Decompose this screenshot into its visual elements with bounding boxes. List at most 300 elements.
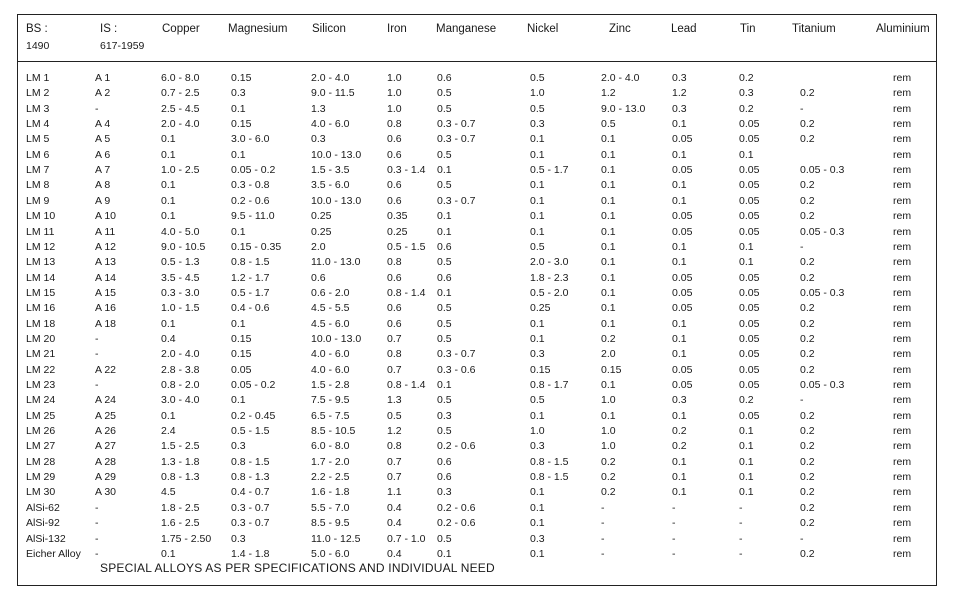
cell-iron: 0.6 (387, 317, 402, 330)
cell-zinc: 0.1 (601, 225, 616, 238)
header-titanium-line: Titanium (792, 23, 836, 35)
header-iron (387, 22, 407, 36)
cell-titanium: 0.2 (800, 517, 815, 530)
cell-iron: 0.8 (387, 348, 402, 361)
table-row (0, 547, 956, 562)
table-row (0, 332, 956, 347)
cell-magnesium: 3.0 - 6.0 (231, 133, 270, 146)
cell-magnesium: 1.2 - 1.7 (231, 271, 270, 284)
cell-copper: 1.5 - 2.5 (161, 440, 200, 453)
cell-tin: 0.1 (739, 425, 754, 438)
cell-manganese: 0.6 (437, 271, 452, 284)
cell-manganese: 0.5 (437, 425, 452, 438)
header-lead-line: Lead (671, 23, 697, 35)
cell-aluminium: rem (893, 118, 912, 131)
cell-aluminium: rem (893, 225, 912, 238)
cell-zinc: 0.1 (601, 210, 616, 223)
cell-magnesium: 0.2 - 0.45 (231, 409, 276, 422)
cell-copper: 4.5 (161, 486, 176, 499)
cell-magnesium: 0.8 - 1.5 (231, 455, 270, 468)
cell-manganese: 0.5 (437, 317, 452, 330)
cell-zinc: 0.2 (601, 486, 616, 499)
cell-is-617: A 12 (95, 240, 117, 253)
cell-lead: 0.1 (672, 409, 687, 422)
cell-nickel: 1.0 (530, 87, 545, 100)
table-row (0, 455, 956, 470)
cell-zinc: 0.2 (601, 471, 616, 484)
cell-nickel: 0.5 - 1.7 (530, 164, 569, 177)
cell-lead: 0.1 (672, 118, 687, 131)
cell-aluminium: rem (893, 425, 912, 438)
cell-tin: 0.1 (739, 148, 754, 161)
cell-iron: 0.7 - 1.0 (387, 532, 426, 545)
cell-bs-1490: LM 5 (26, 133, 50, 146)
cell-copper: 3.5 - 4.5 (161, 271, 200, 284)
cell-magnesium: 0.1 (231, 394, 246, 407)
cell-silicon: 0.25 (311, 225, 332, 238)
table-row (0, 317, 956, 332)
cell-nickel: 0.1 (530, 179, 545, 192)
cell-manganese: 0.1 (437, 379, 452, 391)
cell-tin: 0.1 (739, 455, 754, 468)
cell-manganese: 0.6 (437, 455, 452, 468)
cell-is-617: - (95, 547, 99, 560)
cell-lead: 0.1 (672, 471, 687, 484)
cell-magnesium: 9.5 - 11.0 (231, 210, 275, 223)
cell-magnesium: 0.3 (231, 532, 246, 545)
cell-iron: 1.0 (387, 72, 402, 84)
cell-magnesium: 0.5 - 1.5 (231, 425, 270, 438)
cell-zinc: 0.1 (601, 194, 616, 207)
cell-is-617: A 14 (95, 271, 117, 284)
cell-copper: 1.0 - 1.5 (161, 302, 200, 315)
cell-titanium: - (800, 240, 804, 253)
cell-copper: 0.1 (161, 148, 176, 161)
cell-zinc: 0.1 (601, 379, 616, 391)
cell-copper: 1.0 - 2.5 (161, 164, 200, 177)
cell-tin: 0.05 (739, 363, 760, 376)
cell-nickel: 0.1 (530, 210, 545, 223)
cell-copper: 0.1 (161, 317, 176, 330)
cell-magnesium: 0.8 - 1.5 (231, 256, 270, 269)
cell-magnesium: 0.1 (231, 102, 246, 115)
cell-manganese: 0.5 (437, 256, 452, 269)
cell-iron: 0.5 - 1.5 (387, 240, 426, 253)
cell-lead: 0.3 (672, 394, 687, 407)
cell-titanium: - (800, 102, 804, 115)
cell-bs-1490: LM 13 (26, 256, 56, 269)
cell-lead: 0.1 (672, 256, 687, 269)
cell-zinc: 0.1 (601, 256, 616, 269)
table-row (0, 148, 956, 163)
cell-zinc: 0.1 (601, 271, 616, 284)
cell-magnesium: 0.3 - 0.7 (231, 517, 270, 530)
cell-is-617: A 6 (95, 148, 111, 161)
cell-magnesium: 0.05 - 0.2 (231, 164, 276, 177)
cell-aluminium: rem (893, 471, 912, 484)
cell-copper: 4.0 - 5.0 (161, 225, 200, 238)
cell-manganese: 0.5 (437, 332, 452, 345)
cell-tin: 0.1 (739, 471, 754, 484)
cell-silicon: 0.6 - 2.0 (311, 286, 350, 299)
cell-aluminium: rem (893, 133, 912, 146)
cell-nickel: 2.0 - 3.0 (530, 256, 569, 269)
cell-is-617: A 13 (95, 256, 117, 269)
cell-is-617: - (95, 379, 99, 391)
cell-aluminium: rem (893, 179, 912, 192)
cell-tin: 0.05 (739, 286, 760, 299)
cell-manganese: 0.5 (437, 102, 452, 115)
cell-silicon: 2.0 - 4.0 (311, 72, 350, 84)
cell-iron: 0.7 (387, 363, 402, 376)
cell-tin: 0.1 (739, 440, 754, 453)
cell-iron: 0.8 - 1.4 (387, 286, 426, 299)
header-bs-1490-line: BS : (26, 23, 48, 35)
cell-magnesium: 0.3 - 0.8 (231, 179, 270, 192)
cell-manganese: 0.3 - 0.6 (437, 363, 476, 376)
cell-nickel: 0.3 (530, 532, 545, 545)
cell-lead: - (672, 517, 676, 530)
cell-magnesium: 0.3 (231, 440, 246, 453)
cell-copper: 0.1 (161, 409, 176, 422)
cell-tin: 0.2 (739, 102, 754, 115)
cell-silicon: 2.0 (311, 240, 326, 253)
cell-zinc: 9.0 - 13.0 (601, 102, 646, 115)
cell-is-617: A 5 (95, 133, 111, 146)
cell-titanium: - (800, 394, 804, 407)
cell-lead: 0.05 (672, 302, 693, 315)
cell-is-617: A 24 (95, 394, 117, 407)
table-row (0, 501, 956, 516)
cell-silicon: 6.0 - 8.0 (311, 440, 350, 453)
cell-aluminium: rem (893, 240, 912, 253)
cell-magnesium: 0.15 (231, 332, 252, 345)
cell-nickel: 0.15 (530, 363, 551, 376)
cell-copper: 1.3 - 1.8 (161, 455, 200, 468)
cell-lead: 0.1 (672, 455, 687, 468)
cell-bs-1490: LM 6 (26, 148, 50, 161)
cell-iron: 0.4 (387, 547, 402, 560)
cell-lead: 0.2 (672, 440, 687, 453)
header-titanium (792, 22, 836, 36)
header-aluminium-line: Aluminium (876, 23, 930, 35)
cell-copper: 0.3 - 3.0 (161, 286, 200, 299)
cell-zinc: 2.0 (601, 348, 616, 361)
cell-silicon: 0.6 (311, 271, 326, 284)
cell-bs-1490: Eicher Alloy (26, 547, 81, 560)
cell-lead: 0.05 (672, 271, 693, 284)
cell-magnesium: 0.15 (231, 118, 252, 131)
header-silicon-line: Silicon (312, 23, 346, 35)
cell-magnesium: 0.15 - 0.35 (231, 240, 282, 253)
cell-iron: 0.7 (387, 455, 402, 468)
table-row (0, 470, 956, 485)
cell-is-617: - (95, 348, 99, 361)
cell-iron: 0.6 (387, 179, 402, 192)
header-manganese (436, 22, 496, 36)
cell-copper: 0.1 (161, 179, 176, 192)
cell-bs-1490: LM 26 (26, 425, 56, 438)
cell-aluminium: rem (893, 547, 912, 560)
cell-manganese: 0.1 (437, 286, 452, 299)
table-row (0, 439, 956, 454)
cell-silicon: 8.5 - 10.5 (311, 425, 356, 438)
cell-lead: 0.3 (672, 102, 687, 115)
cell-magnesium: 0.1 (231, 225, 246, 238)
cell-titanium: 0.2 (800, 409, 815, 422)
cell-magnesium: 0.4 - 0.7 (231, 486, 270, 499)
cell-aluminium: rem (893, 379, 912, 391)
header-tin-line: Tin (740, 23, 756, 35)
cell-iron: 0.35 (387, 210, 408, 223)
cell-lead: 1.2 (672, 87, 687, 100)
table-row (0, 271, 956, 286)
cell-nickel: 0.3 (530, 440, 545, 453)
cell-tin: 0.05 (739, 164, 760, 177)
cell-nickel: 0.1 (530, 409, 545, 422)
header-is-617-line: IS : (100, 23, 118, 35)
cell-manganese: 0.5 (437, 87, 452, 100)
cell-lead: 0.3 (672, 72, 687, 84)
cell-is-617: A 9 (95, 194, 111, 207)
cell-manganese: 0.1 (437, 547, 452, 560)
cell-manganese: 0.3 - 0.7 (437, 133, 476, 146)
cell-silicon: 1.6 - 1.8 (311, 486, 350, 499)
cell-titanium: 0.2 (800, 194, 815, 207)
cell-is-617: A 16 (95, 302, 117, 315)
cell-titanium: 0.2 (800, 455, 815, 468)
cell-aluminium: rem (893, 317, 912, 330)
cell-magnesium: 0.8 - 1.3 (231, 471, 270, 484)
cell-lead: 0.1 (672, 240, 687, 253)
table-row (0, 363, 956, 378)
cell-titanium: 0.2 (800, 118, 815, 131)
cell-iron: 0.8 (387, 256, 402, 269)
cell-bs-1490: LM 16 (26, 302, 56, 315)
cell-copper: 3.0 - 4.0 (161, 394, 200, 407)
cell-zinc: 0.1 (601, 286, 616, 299)
cell-iron: 1.0 (387, 87, 402, 100)
cell-is-617: A 1 (95, 72, 111, 84)
cell-zinc: 0.1 (601, 164, 616, 177)
cell-lead: - (672, 501, 676, 514)
cell-nickel: 0.5 (530, 72, 545, 84)
cell-iron: 1.1 (387, 486, 402, 499)
cell-tin: 0.05 (739, 118, 760, 131)
cell-zinc: 0.1 (601, 317, 616, 330)
cell-copper: 0.1 (161, 194, 176, 207)
cell-magnesium: 0.4 - 0.6 (231, 302, 270, 315)
cell-titanium: 0.2 (800, 302, 815, 315)
cell-titanium: 0.2 (800, 363, 815, 376)
cell-silicon: 1.5 - 3.5 (311, 164, 350, 177)
cell-zinc: 0.1 (601, 148, 616, 161)
cell-tin: 0.1 (739, 256, 754, 269)
cell-tin: 0.1 (739, 486, 754, 499)
cell-titanium: 0.2 (800, 486, 815, 499)
cell-copper: 1.8 - 2.5 (161, 501, 200, 514)
cell-bs-1490: AlSi-132 (26, 532, 66, 545)
cell-nickel: 0.8 - 1.5 (530, 471, 569, 484)
cell-nickel: 1.8 - 2.3 (530, 271, 569, 284)
cell-manganese: 0.6 (437, 471, 452, 484)
cell-bs-1490: LM 22 (26, 363, 56, 376)
cell-iron: 1.0 (387, 102, 402, 115)
cell-titanium: 0.2 (800, 210, 815, 223)
cell-titanium: 0.05 - 0.3 (800, 164, 845, 177)
cell-tin: 0.05 (739, 210, 760, 223)
header-zinc-line: Zinc (609, 23, 631, 35)
cell-nickel: 0.1 (530, 194, 545, 207)
cell-aluminium: rem (893, 271, 912, 284)
table-row (0, 393, 956, 408)
cell-silicon: 4.0 - 6.0 (311, 348, 350, 361)
cell-aluminium: rem (893, 440, 912, 453)
table-row (0, 71, 956, 86)
cell-aluminium: rem (893, 148, 912, 161)
cell-lead: 0.1 (672, 194, 687, 207)
cell-bs-1490: LM 25 (26, 409, 56, 422)
cell-silicon: 5.0 - 6.0 (311, 547, 350, 560)
cell-is-617: A 25 (95, 409, 117, 422)
cell-nickel: 0.1 (530, 332, 545, 345)
cell-is-617: - (95, 332, 99, 345)
cell-lead: 0.05 (672, 286, 693, 299)
header-is-617 (100, 22, 144, 53)
cell-manganese: 0.3 (437, 409, 452, 422)
cell-bs-1490: LM 27 (26, 440, 56, 453)
cell-iron: 0.7 (387, 332, 402, 345)
cell-copper: 2.8 - 3.8 (161, 363, 200, 376)
cell-manganese: 0.2 - 0.6 (437, 501, 476, 514)
cell-tin: - (739, 517, 743, 530)
cell-zinc: 0.2 (601, 332, 616, 345)
cell-manganese: 0.2 - 0.6 (437, 440, 476, 453)
cell-aluminium: rem (893, 102, 912, 115)
cell-nickel: 0.5 (530, 394, 545, 407)
cell-tin: 0.05 (739, 133, 760, 146)
cell-magnesium: 0.2 - 0.6 (231, 194, 270, 207)
cell-copper: 2.0 - 4.0 (161, 118, 200, 131)
cell-zinc: 0.1 (601, 133, 616, 146)
cell-bs-1490: AlSi-92 (26, 517, 60, 530)
cell-zinc: 0.1 (601, 179, 616, 192)
cell-iron: 0.7 (387, 471, 402, 484)
cell-manganese: 0.1 (437, 225, 452, 238)
cell-magnesium: 0.15 (231, 348, 252, 361)
cell-manganese: 0.5 (437, 179, 452, 192)
cell-bs-1490: LM 10 (26, 210, 56, 223)
table-row (0, 86, 956, 101)
cell-zinc: - (601, 517, 605, 530)
cell-tin: 0.05 (739, 409, 760, 422)
header-copper (162, 22, 200, 36)
table-row (0, 424, 956, 439)
header-magnesium-line: Magnesium (228, 23, 288, 35)
cell-aluminium: rem (893, 348, 912, 361)
cell-titanium: 0.2 (800, 133, 815, 146)
cell-manganese: 0.2 - 0.6 (437, 517, 476, 530)
cell-aluminium: rem (893, 486, 912, 499)
cell-titanium: 0.05 - 0.3 (800, 286, 845, 299)
cell-nickel: 0.1 (530, 547, 545, 560)
cell-copper: 0.5 - 1.3 (161, 256, 200, 269)
cell-zinc: 0.1 (601, 302, 616, 315)
cell-bs-1490: LM 30 (26, 486, 56, 499)
cell-magnesium: 0.3 (231, 87, 246, 100)
cell-iron: 0.6 (387, 271, 402, 284)
cell-silicon: 8.5 - 9.5 (311, 517, 350, 530)
cell-magnesium: 0.1 (231, 317, 246, 330)
table-row (0, 209, 956, 224)
cell-lead: - (672, 547, 676, 560)
cell-aluminium: rem (893, 286, 912, 299)
table-row (0, 347, 956, 362)
cell-nickel: 0.1 (530, 317, 545, 330)
cell-manganese: 0.5 (437, 394, 452, 407)
cell-is-617: A 10 (95, 210, 117, 223)
header-copper-line: Copper (162, 23, 200, 35)
cell-titanium: 0.2 (800, 440, 815, 453)
header-bs-1490-line: 1490 (26, 40, 50, 52)
cell-titanium: 0.2 (800, 87, 815, 100)
cell-silicon: 10.0 - 13.0 (311, 148, 362, 161)
cell-copper: 0.8 - 2.0 (161, 379, 200, 391)
cell-tin: 0.05 (739, 271, 760, 284)
cell-iron: 0.4 (387, 517, 402, 530)
cell-lead: 0.05 (672, 225, 693, 238)
cell-titanium: 0.2 (800, 547, 815, 560)
cell-lead: 0.1 (672, 348, 687, 361)
cell-manganese: 0.1 (437, 210, 452, 223)
cell-aluminium: rem (893, 501, 912, 514)
table-row (0, 117, 956, 132)
cell-aluminium: rem (893, 194, 912, 207)
header-lead (671, 22, 697, 36)
cell-lead: 0.1 (672, 148, 687, 161)
cell-copper: 2.0 - 4.0 (161, 348, 200, 361)
cell-zinc: 1.2 (601, 87, 616, 100)
cell-tin: 0.1 (739, 240, 754, 253)
cell-magnesium: 0.3 - 0.7 (231, 501, 270, 514)
cell-bs-1490: LM 11 (26, 225, 55, 238)
cell-silicon: 11.0 - 13.0 (311, 256, 361, 269)
cell-copper: 0.1 (161, 210, 176, 223)
cell-aluminium: rem (893, 72, 912, 84)
table-row (0, 485, 956, 500)
cell-is-617: A 26 (95, 425, 117, 438)
cell-tin: 0.05 (739, 332, 760, 345)
cell-aluminium: rem (893, 394, 912, 407)
cell-lead: 0.05 (672, 363, 693, 376)
cell-is-617: - (95, 102, 99, 115)
cell-is-617: A 15 (95, 286, 117, 299)
cell-bs-1490: LM 29 (26, 471, 56, 484)
cell-bs-1490: LM 12 (26, 240, 56, 253)
cell-tin: - (739, 532, 743, 545)
cell-zinc: - (601, 532, 605, 545)
cell-tin: 0.05 (739, 302, 760, 315)
cell-manganese: 0.3 - 0.7 (437, 348, 476, 361)
cell-bs-1490: LM 3 (26, 102, 50, 115)
cell-silicon: 1.7 - 2.0 (311, 455, 350, 468)
cell-nickel: 0.3 (530, 348, 545, 361)
cell-manganese: 0.3 (437, 486, 452, 499)
cell-copper: 0.1 (161, 547, 176, 560)
header-tin (740, 22, 756, 36)
table-row (0, 409, 956, 424)
cell-aluminium: rem (893, 164, 912, 177)
